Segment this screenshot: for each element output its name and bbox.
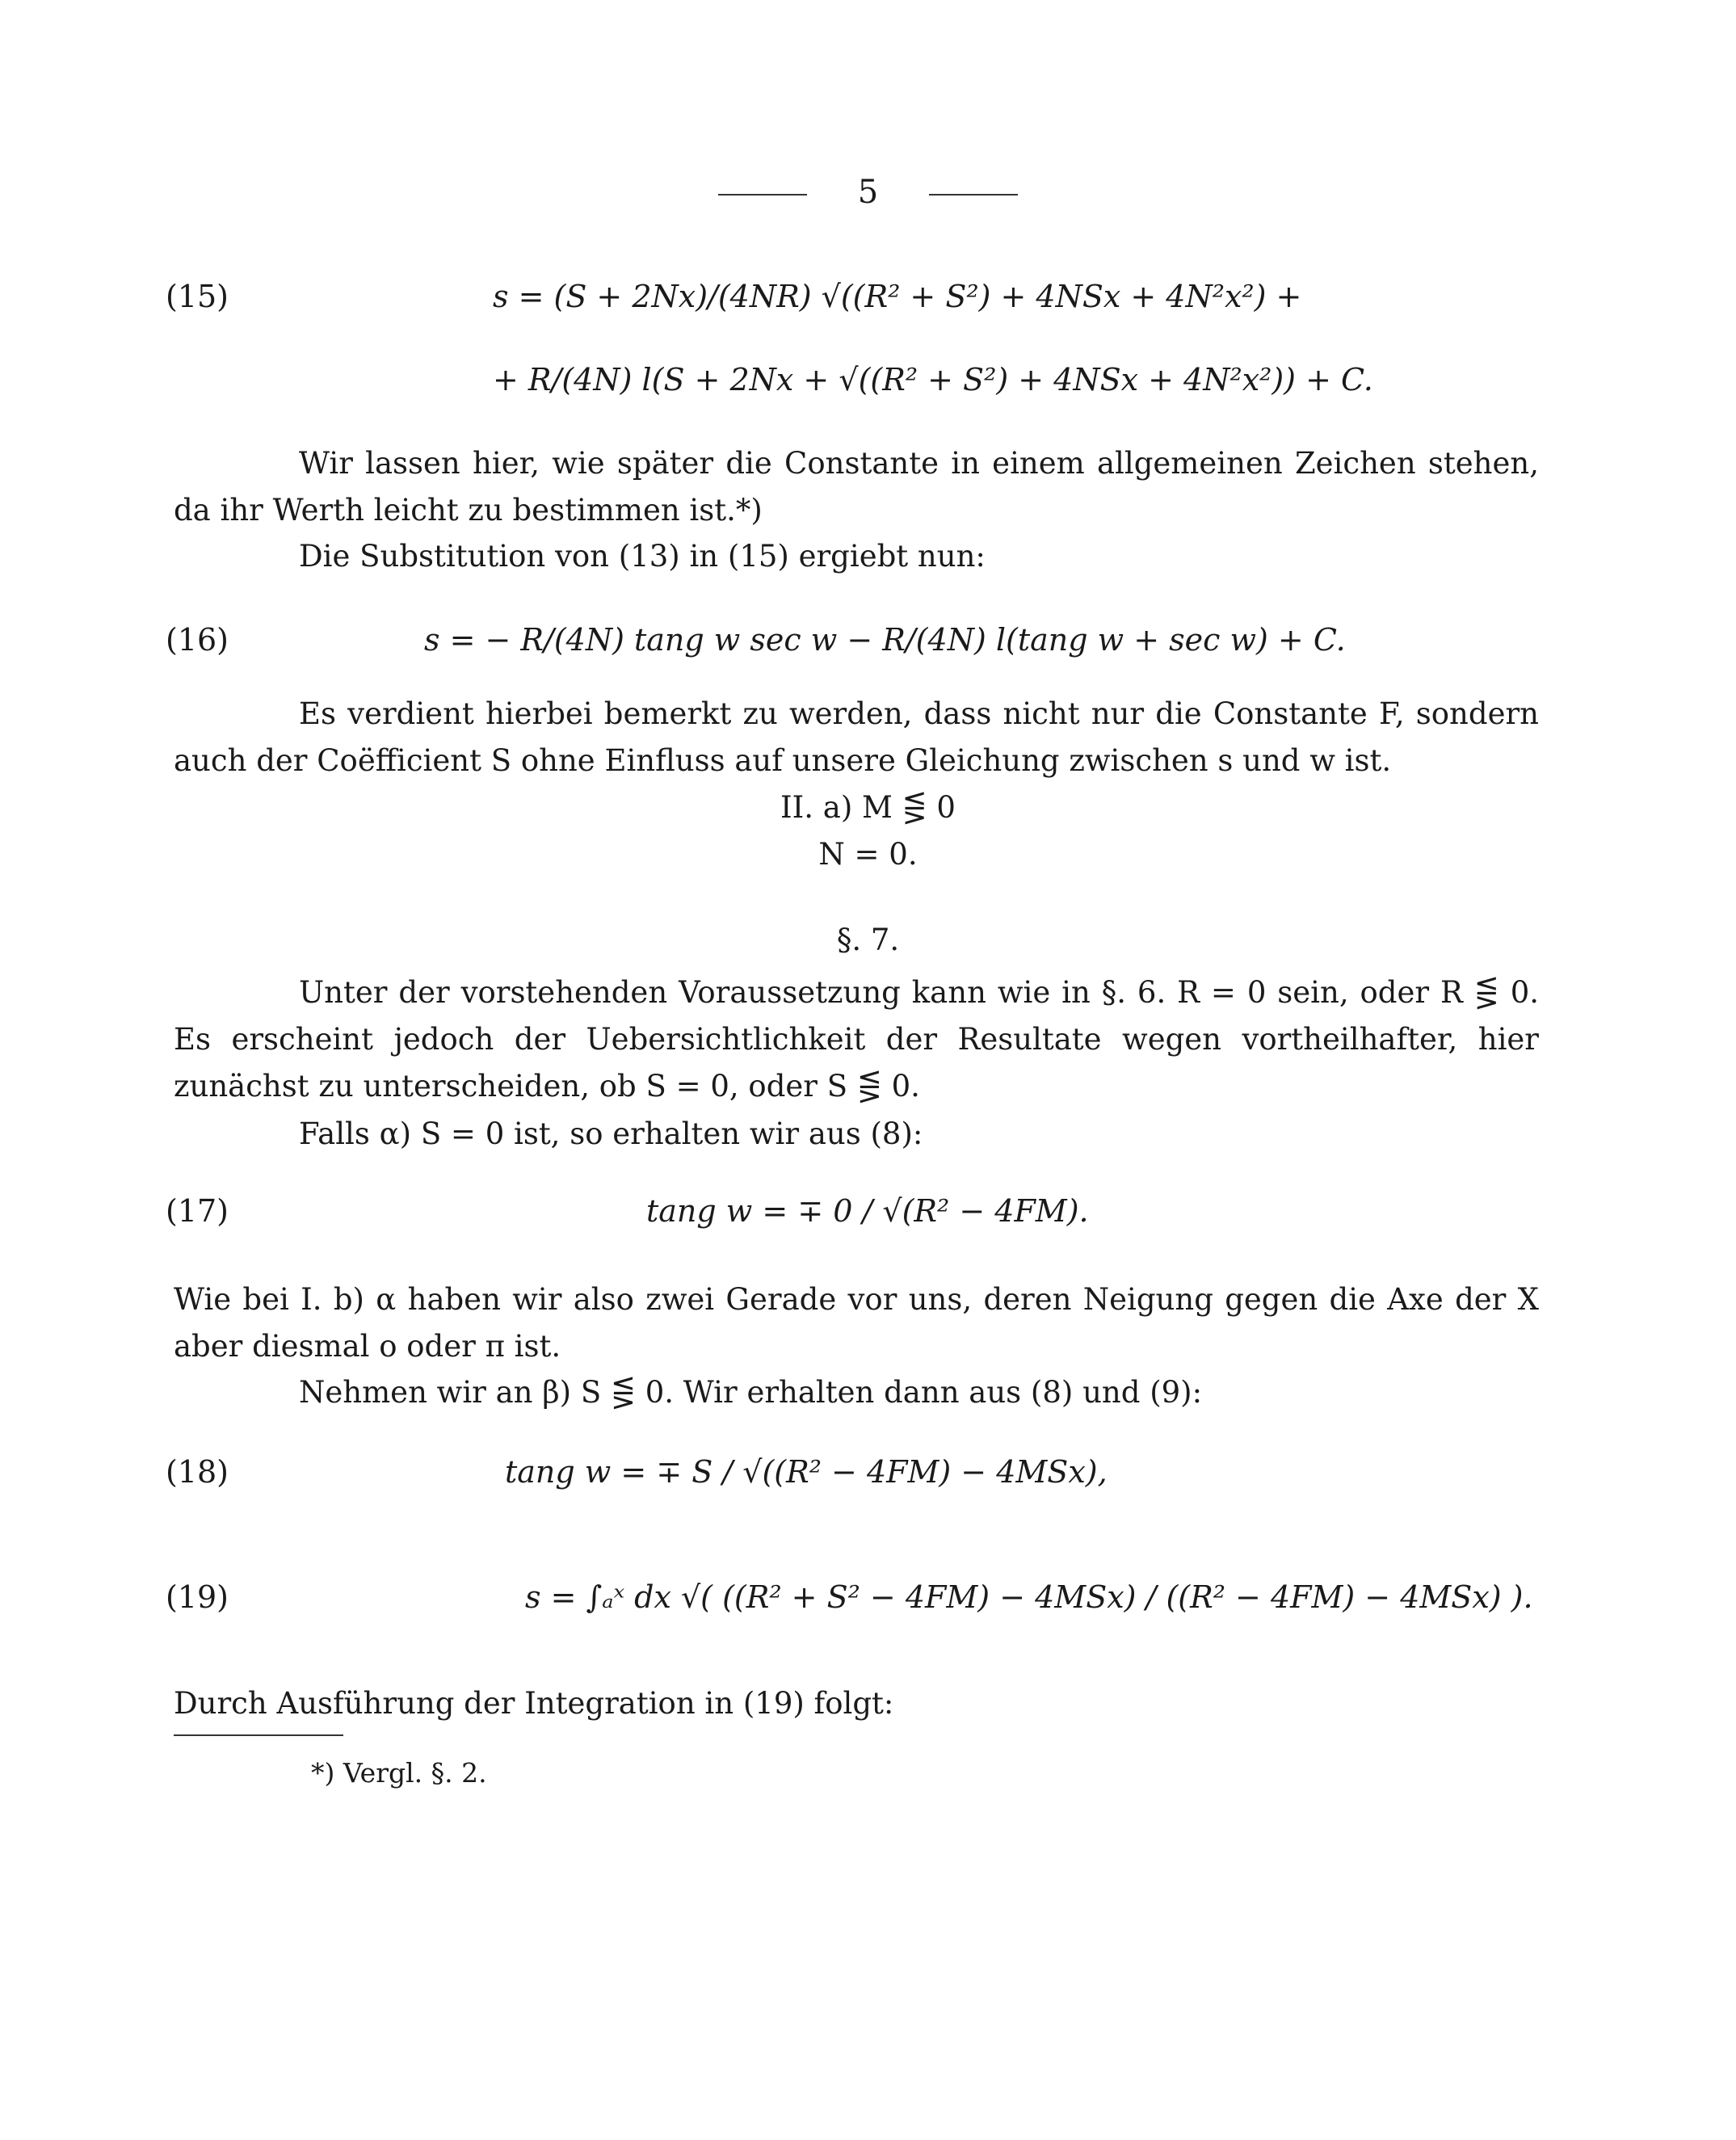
equation-15-line-2: + R/(4N) l(S + 2Nx + √((R² + S²) + 4NSx + 4N²x²)) + C. xyxy=(493,362,1373,397)
equation-19-number: (19) xyxy=(166,1579,229,1615)
section-heading: §. 7. xyxy=(836,923,900,957)
footnote-rule xyxy=(174,1734,343,1736)
header-rule-left xyxy=(718,194,807,196)
header-rule-right xyxy=(929,194,1018,196)
equation-15-number: (15) xyxy=(166,279,229,314)
paragraph-case-beta: Nehmen wir an β) S ⋚ 0. Wir erhalten dann aus (8) und (9): xyxy=(299,1375,1203,1410)
equation-18-number: (18) xyxy=(166,1454,229,1490)
paragraph-remark: Es verdient hierbei bemerkt zu werden, dass nicht nur die Constante F, sondern auch der Coëfficient S ohne Einfluss auf unsere Gleichung zwischen s und w ist. xyxy=(174,696,1539,778)
equation-17-line: tang w = ∓ 0 / √(R² − 4FM). xyxy=(646,1193,1089,1229)
footnote: *) Vergl. §. 2. xyxy=(311,1757,487,1789)
page-header xyxy=(0,174,1736,211)
equation-16-number: (16) xyxy=(166,622,229,658)
page-number: 5 xyxy=(857,174,879,211)
equation-16-line: s = − R/(4N) tang w sec w − R/(4N) l(tang w + sec w) + C. xyxy=(424,622,1346,658)
equation-17-number: (17) xyxy=(166,1193,229,1229)
paragraph-lines: Wie bei I. b) α haben wir also zwei Gerade vor uns, deren Neigung gegen die Axe der X aber diesmal o oder π ist. xyxy=(174,1282,1539,1364)
paragraph-integration: Durch Ausführung der Integration in (19) folgt: xyxy=(174,1686,894,1721)
equation-15-line-1: s = (S + 2Nx)/(4NR) √((R² + S²) + 4NSx + 4N²x²) + xyxy=(493,279,1302,314)
paragraph-assumption: Unter der vorstehenden Voraussetzung kann wie in §. 6. R = 0 sein, oder R ⋚ 0. Es erscheint jedoch der Uebersichtlichkeit der Resultate wegen vortheilhafter, hier zunächst zu unterscheiden, ob S = 0, oder S ⋚ 0. xyxy=(174,975,1539,1104)
case-heading-line-2: N = 0. xyxy=(818,837,918,872)
case-heading-line-1: II. a) M ⋚ 0 xyxy=(780,790,956,825)
paragraph-case-alpha: Falls α) S = 0 ist, so erhalten wir aus (8): xyxy=(299,1116,923,1151)
paragraph-constant: Wir lassen hier, wie später die Constante in einem allgemeinen Zeichen stehen, da ihr Werth leicht zu bestimmen ist.*) xyxy=(174,446,1539,528)
paragraph-substitution: Die Substitution von (13) in (15) ergiebt nun: xyxy=(299,539,986,574)
equation-18-line: tang w = ∓ S / √((R² − 4FM) − 4MSx), xyxy=(505,1454,1108,1490)
equation-19-line: s = ∫ₐˣ dx √( ((R² + S² − 4FM) − 4MSx) / ((R² − 4FM) − 4MSx) ). xyxy=(525,1579,1533,1615)
